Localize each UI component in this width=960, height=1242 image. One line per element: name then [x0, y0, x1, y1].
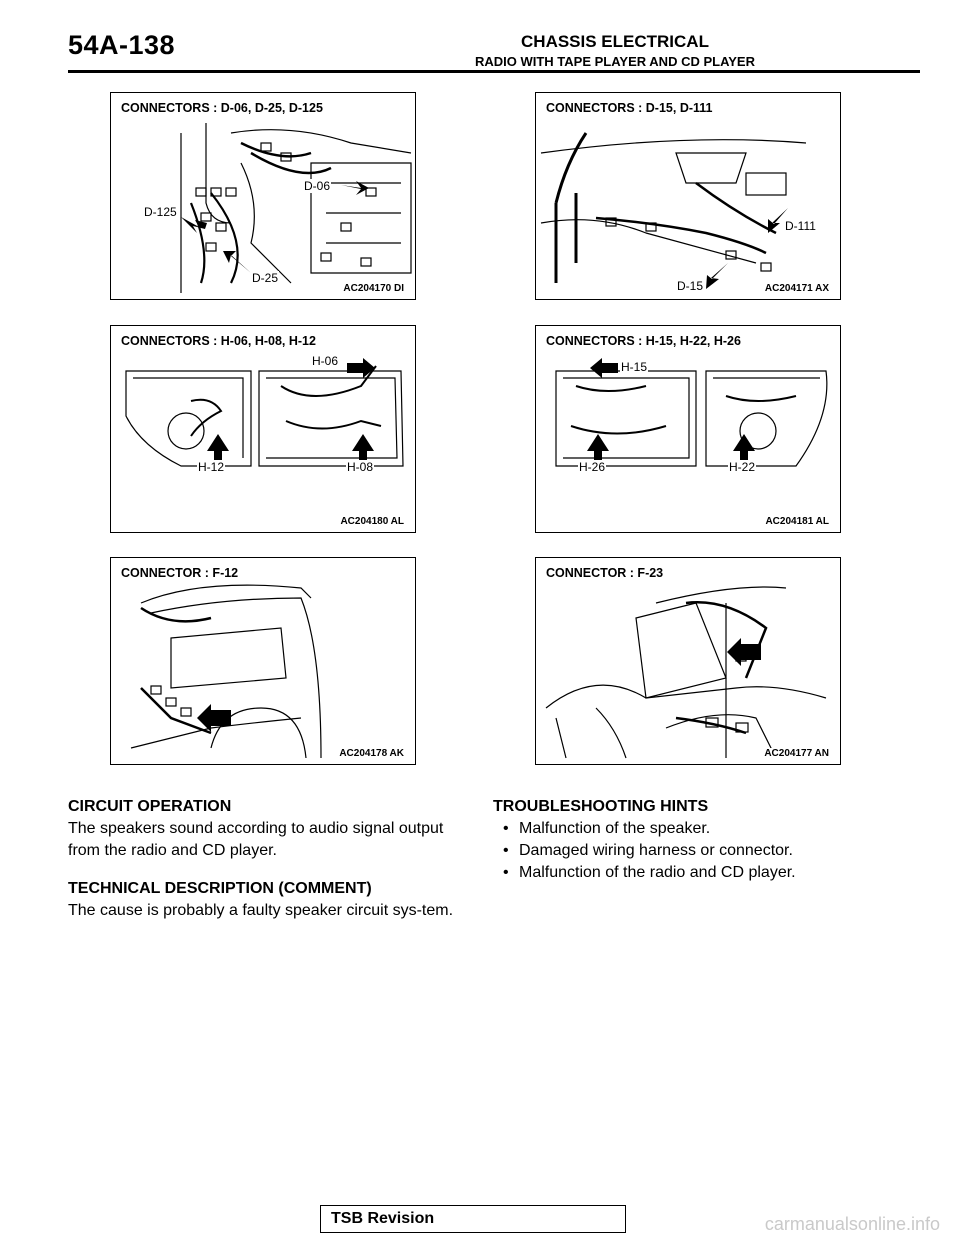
figure-title: CONNECTORS : D-15, D-111 — [546, 101, 713, 115]
figure-code: AC204180 AL — [340, 516, 404, 527]
callout-label: D-125 — [144, 205, 177, 219]
vehicle-front-quarter-illustration — [536, 558, 841, 765]
header-rule — [68, 70, 920, 73]
tsb-revision-box — [320, 1205, 626, 1233]
figure-connector-f12 — [110, 557, 416, 765]
callout-label: D-06 — [304, 179, 331, 193]
group-title: CHASSIS ELECTRICAL — [521, 32, 709, 51]
figure-connectors-h06-h08-h12 — [110, 325, 416, 533]
rear-door-trims-illustration — [111, 326, 416, 533]
callout-label: D-15 — [677, 279, 704, 293]
instrument-panel-harness-illustration — [536, 93, 841, 300]
figure-code: AC204177 AN — [764, 748, 829, 759]
left-text-column — [68, 796, 468, 938]
technical-description-text: The cause is probably a faulty speaker circuit sys-tem. — [68, 902, 454, 919]
figure-connectors-h15-h22-h26 — [535, 325, 841, 533]
figure-code: AC204181 AL — [765, 516, 829, 527]
figure-code: AC204171 AX — [764, 283, 829, 294]
vehicle-rear-quarter-illustration — [111, 558, 416, 765]
troubleshooting-list — [493, 818, 893, 884]
callout-label: D-111 — [785, 219, 816, 233]
figure-connectors-d06-d25-d125 — [110, 92, 416, 300]
list-item: • Malfunction of the speaker. — [501, 818, 893, 840]
troubleshooting-heading: TROUBLESHOOTING HINTS — [493, 798, 709, 815]
technical-description-heading: TECHNICAL DESCRIPTION (COMMENT) — [68, 880, 372, 897]
front-door-trims-illustration — [536, 326, 841, 533]
callout-label: H-12 — [198, 460, 225, 474]
callout-label: H-15 — [621, 360, 648, 374]
figure-code: AC204170 DI — [343, 283, 404, 294]
circuit-operation-heading: CIRCUIT OPERATION — [68, 798, 232, 815]
list-item: • Malfunction of the radio and CD player. — [501, 862, 893, 884]
list-item: • Damaged wiring harness or connector. — [501, 840, 893, 862]
figure-code: AC204178 AK — [339, 748, 404, 759]
callout-label: H-26 — [579, 460, 606, 474]
page-number: 54A-138 — [68, 30, 176, 60]
figure-title: CONNECTORS : H-15, H-22, H-26 — [546, 334, 741, 348]
right-text-column — [493, 796, 893, 884]
figure-connectors-d15-d111 — [535, 92, 841, 300]
tsb-revision-label: TSB Revision — [331, 1210, 435, 1227]
callout-label: H-22 — [729, 460, 756, 474]
figure-title: CONNECTORS : D-06, D-25, D-125 — [121, 101, 323, 115]
section-title: RADIO WITH TAPE PLAYER AND CD PLAYER — [474, 54, 755, 69]
callout-label: H-08 — [347, 460, 374, 474]
figure-title: CONNECTOR : F-23 — [546, 566, 664, 580]
figure-title: CONNECTOR : F-12 — [121, 566, 239, 580]
figure-connector-f23 — [535, 557, 841, 765]
callout-label: H-06 — [312, 354, 339, 368]
dashboard-harness-illustration — [111, 93, 416, 300]
watermark-text: carmanualsonline.info — [764, 1214, 940, 1234]
circuit-operation-text: The speakers sound according to audio signal output from the radio and CD player. — [68, 820, 444, 859]
figure-title: CONNECTORS : H-06, H-08, H-12 — [121, 334, 316, 348]
callout-label: D-25 — [252, 271, 279, 285]
